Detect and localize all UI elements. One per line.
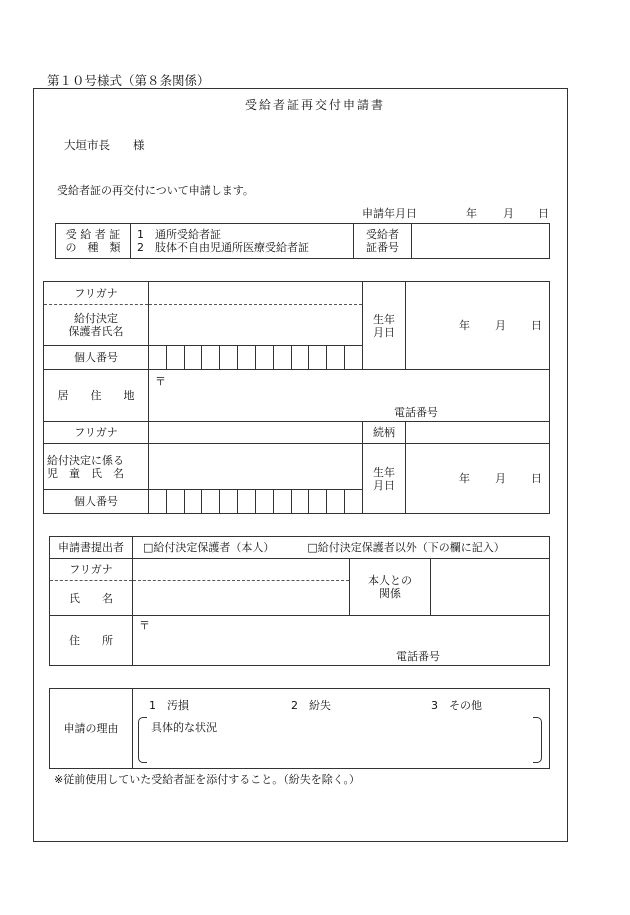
child-personal-number-field[interactable] — [149, 490, 363, 514]
application-date-label: 申請年月日 — [362, 207, 417, 220]
guardian-name-label-line2: 保護者氏名 — [68, 325, 124, 338]
option-medical-certificate[interactable]: 2 肢体不自由児通所医療受給者証 — [137, 241, 309, 254]
guardian-birth-label-line2: 月日 — [373, 325, 395, 339]
guardian-birth-month: 月 — [495, 318, 506, 332]
guardian-address-field[interactable] — [149, 370, 550, 422]
guardian-birth-label-line1: 生年 — [373, 312, 395, 326]
submitter-name-field[interactable] — [133, 581, 350, 616]
guardian-personal-number-field[interactable] — [149, 346, 363, 370]
child-furigana-field[interactable] — [149, 422, 363, 444]
certificate-number-label — [354, 224, 412, 259]
reason-option-other[interactable]: 3 その他 — [431, 699, 482, 712]
attachment-note: ※従前使用していた受給者証を添付すること。（紛失を除く。） — [54, 773, 360, 786]
child-furigana-label: フリガナ — [44, 422, 149, 444]
reason-field[interactable] — [133, 689, 550, 769]
certificate-number-label-line1: 受給者 — [366, 228, 399, 241]
certificate-number-field[interactable] — [412, 224, 550, 259]
child-name-label-line1: 給付決定に係る — [47, 453, 124, 467]
certificate-type-options[interactable] — [131, 224, 354, 259]
guardian-birth-day: 日 — [531, 318, 542, 332]
submitter-relation-label-line1: 本人との — [368, 574, 412, 587]
child-birth-label-line1: 生年 — [373, 465, 395, 479]
submitter-label: 申請書提出者 — [50, 537, 133, 559]
child-name-label — [44, 444, 149, 490]
submitter-phone-label: 電話番号 — [396, 650, 440, 663]
application-date-day[interactable]: 日 — [538, 207, 549, 220]
submitter-furigana-label: フリガナ — [50, 559, 133, 581]
child-birth-label-line2: 月日 — [373, 478, 395, 492]
child-birth-month: 月 — [495, 471, 506, 485]
submitter-relation-field[interactable] — [431, 559, 550, 616]
submitter-address-label: 住 所 — [50, 616, 133, 666]
child-personal-number-label: 個人番号 — [44, 490, 149, 514]
guardian-name-label-line1: 給付決定 — [74, 312, 118, 325]
details-bracket-left — [138, 717, 147, 763]
submitter-table — [49, 536, 550, 666]
submitter-option-self[interactable]: □給付決定保護者（本人） — [143, 541, 275, 554]
guardian-furigana-field[interactable] — [149, 282, 363, 305]
reason-option-soiled[interactable]: 1 汚損 — [149, 699, 189, 712]
option-day-service-certificate[interactable]: 1 通所受給者証 — [137, 228, 221, 241]
guardian-personal-number-digits[interactable] — [149, 346, 362, 369]
child-name-field[interactable] — [149, 444, 363, 490]
guardian-phone-label: 電話番号 — [394, 406, 438, 419]
application-date-year[interactable]: 年 — [466, 207, 477, 220]
submitter-address-field[interactable] — [133, 616, 550, 666]
guardian-child-table — [43, 281, 550, 514]
certificate-type-table — [55, 223, 550, 259]
child-birth-day: 日 — [531, 471, 542, 485]
child-relation-label: 続柄 — [363, 422, 406, 444]
submitter-option-other[interactable]: □給付決定保護者以外（下の欄に記入） — [307, 541, 505, 554]
reason-option-lost[interactable]: 2 紛失 — [291, 699, 331, 712]
submitter-options — [133, 537, 550, 559]
guardian-birth-date-field[interactable] — [406, 282, 550, 370]
guardian-furigana-label: フリガナ — [44, 282, 149, 305]
guardian-personal-number-label: 個人番号 — [44, 346, 149, 370]
guardian-name-label — [44, 305, 149, 346]
reason-details-label: 具体的な状況 — [151, 721, 217, 734]
details-bracket-right — [533, 717, 542, 763]
addressee: 大垣市長 様 — [64, 138, 145, 152]
child-birth-year: 年 — [459, 471, 470, 485]
certificate-type-label-line1: 受 給 者 証 — [65, 228, 121, 241]
certificate-type-label — [56, 224, 131, 259]
child-birth-label — [363, 444, 406, 514]
guardian-birth-label — [363, 282, 406, 370]
postal-mark: 〒 — [155, 375, 166, 388]
guardian-address-label: 居 住 地 — [44, 370, 149, 422]
reason-label: 申請の理由 — [50, 689, 133, 769]
certificate-type-label-line2: の 種 類 — [65, 241, 121, 254]
application-date-month[interactable]: 月 — [503, 207, 514, 220]
submitter-name-label: 氏 名 — [50, 581, 133, 616]
intro-text: 受給者証の再交付について申請します。 — [57, 184, 254, 197]
guardian-birth-year: 年 — [459, 318, 470, 332]
submitter-postal-mark: 〒 — [139, 619, 150, 632]
reason-table — [49, 688, 550, 769]
guardian-name-field[interactable] — [149, 305, 363, 346]
submitter-furigana-field[interactable] — [133, 559, 350, 581]
submitter-relation-label — [350, 559, 431, 616]
submitter-relation-label-line2: 関係 — [379, 587, 401, 600]
child-relation-field[interactable] — [406, 422, 550, 444]
certificate-number-label-line2: 証番号 — [366, 241, 399, 254]
form-title: 受給者証再交付申請書 — [244, 98, 385, 112]
form-reference: 第１０号様式（第８条関係） — [47, 73, 210, 88]
child-name-label-line2: 児 童 氏 名 — [47, 466, 124, 480]
child-personal-number-digits[interactable] — [149, 490, 362, 513]
child-birth-date-field[interactable] — [406, 444, 550, 514]
